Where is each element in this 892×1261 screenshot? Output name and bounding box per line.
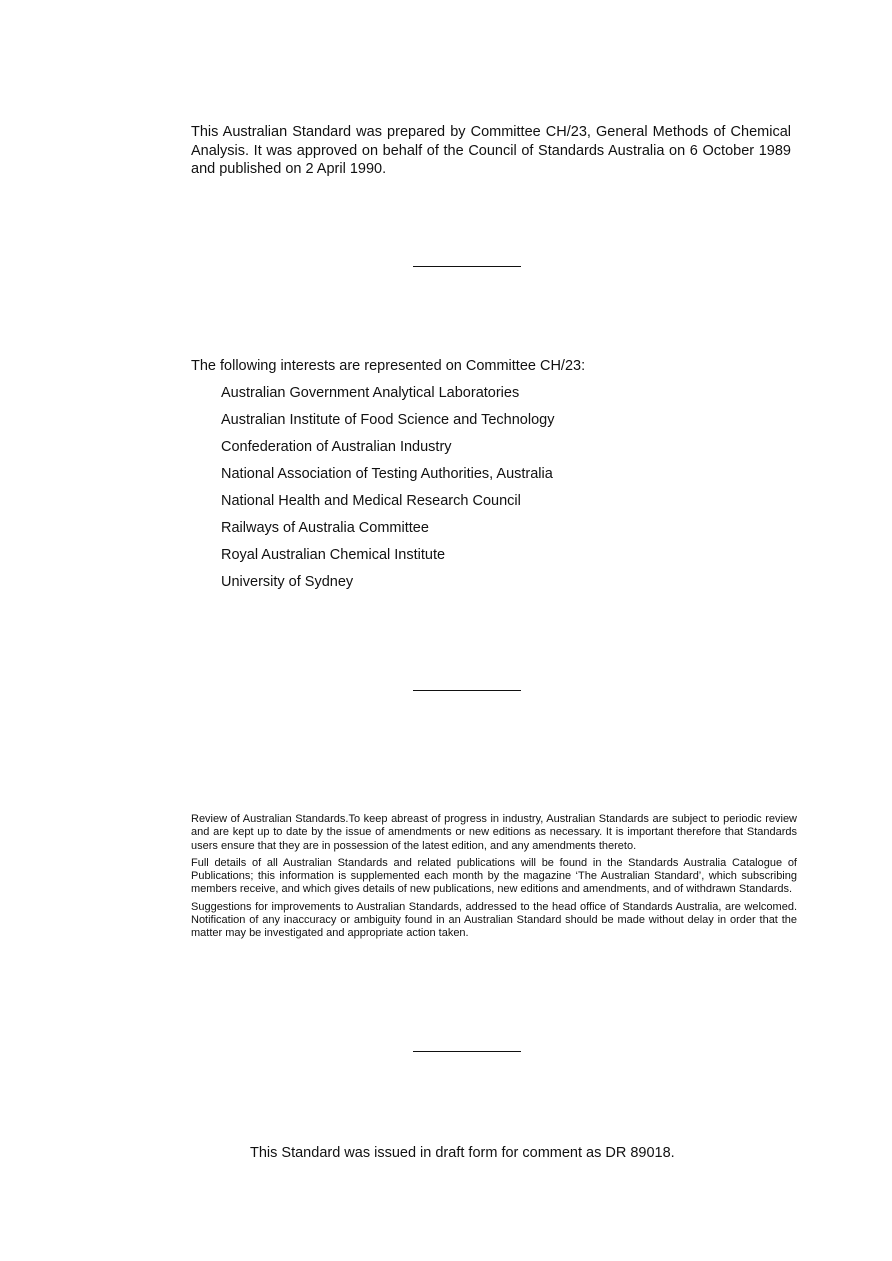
review-paragraph: Review of Australian Standards.To keep abreast of progress in industry, Australian Standards are subject to periodic review and are kept up to date by the issue of amendments or new editions as necessary. It is important therefore that Standards users ensure that they are in possession of the latest edition, and any amendments thereto. (191, 813, 797, 852)
section-divider (413, 1051, 521, 1052)
section-divider (413, 690, 521, 691)
suggestions-paragraph: Suggestions for improvements to Australian Standards, addressed to the head office of Standards Australia, are welcomed. Notification of any inaccuracy or ambiguity found in an Australian Standard should be made without delay in order that the matter may be investigated and appropriate action taken. (191, 900, 797, 940)
committee-member: National Association of Testing Authorities, Australia (221, 466, 553, 482)
committee-member: Railways of Australia Committee (221, 520, 429, 536)
draft-issue-note: This Standard was issued in draft form for comment as DR 89018. (250, 1145, 675, 1161)
section-divider (413, 266, 521, 267)
committee-member: National Health and Medical Research Council (221, 493, 521, 509)
committee-heading: The following interests are represented on Committee CH/23: (191, 358, 586, 374)
committee-member-list (221, 384, 554, 600)
committee-member: Royal Australian Chemical Institute (221, 547, 446, 563)
committee-member: Confederation of Australian Industry (221, 439, 452, 455)
committee-member: Australian Government Analytical Laboratories (221, 385, 520, 401)
committee-member: University of Sydney (221, 574, 354, 590)
catalogue-paragraph: Full details of all Australian Standards and related publications will be found in the Standards Australia Catalogue of Publications; this information is supplemented each month by the magazine ‘The Australian Standard’, which subscribing members receive, and which gives details of new publications, new editions and amendments, and of withdrawn Standards. (191, 856, 797, 896)
preparation-statement: This Australian Standard was prepared by Committee CH/23, General Methods of Chemical Analysis. It was approved on behalf of the Council of Standards Australia on 6 October 1989 and published on 2 April 1990. (191, 124, 791, 177)
committee-member: Australian Institute of Food Science and Technology (221, 412, 555, 428)
standards-notes (191, 813, 797, 945)
